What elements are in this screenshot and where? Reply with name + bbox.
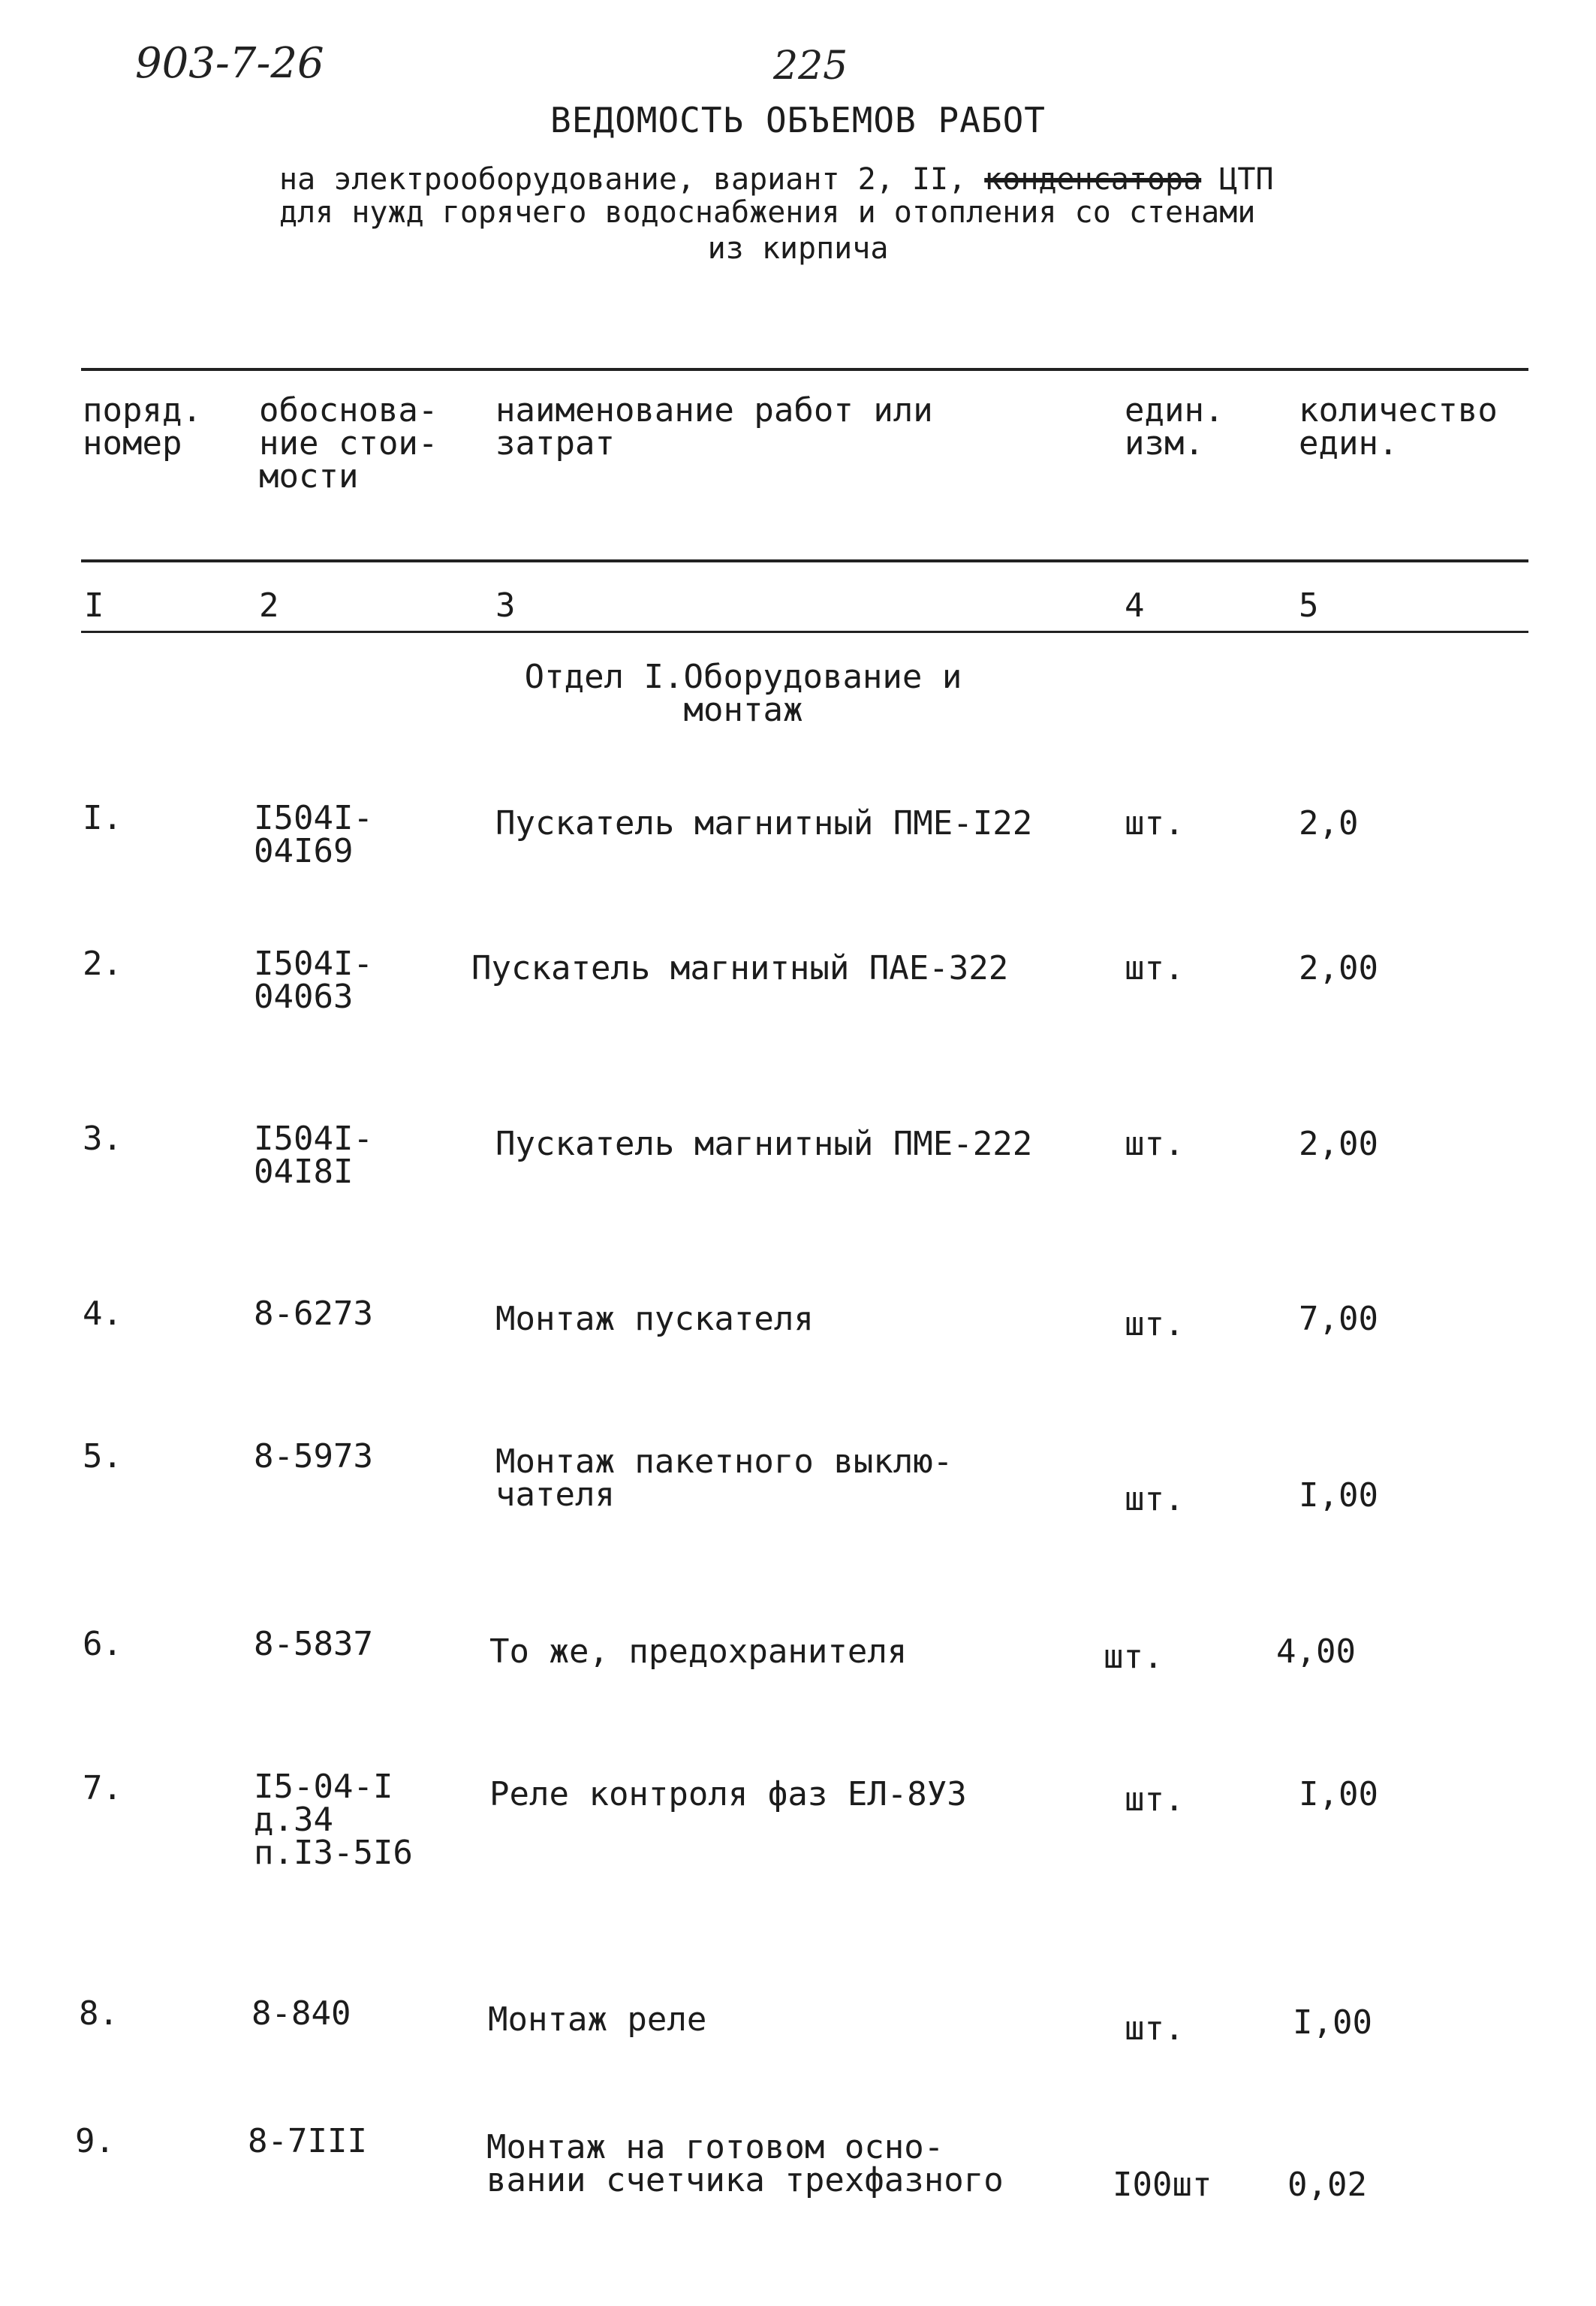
row-quantity: I,00 [1299, 1476, 1378, 1515]
row-code: 8-7III [248, 2122, 367, 2160]
row-unit: шт. [1125, 804, 1185, 843]
row-name: То же, предохранителя [489, 1632, 908, 1671]
subtitle-prefix: на электрооборудование, вариант 2, II, [279, 162, 967, 197]
row-number: 7. [83, 1769, 122, 1807]
row-unit: шт. [1125, 1480, 1185, 1518]
header-col-5: количество един. [1299, 391, 1498, 463]
column-number-4: 4 [1125, 586, 1145, 625]
row-quantity: 2,00 [1299, 949, 1378, 987]
row-unit: шт. [1125, 1125, 1185, 1163]
row-unit: шт. [1104, 1638, 1164, 1676]
row-number: 9. [75, 2122, 115, 2160]
page-number: 225 [773, 44, 848, 89]
header-bottom-rule [81, 559, 1528, 562]
row-quantity: 0,02 [1287, 2166, 1367, 2204]
header-col-1: поряд. номер [83, 391, 202, 463]
row-name: Реле контроля фаз ЕЛ-8УЗ [489, 1775, 967, 1813]
row-number: 4. [83, 1295, 122, 1333]
row-name: Монтаж пускателя [495, 1300, 814, 1338]
subtitle-line-2: для нужд горячего водоснабжения и отопления со стенами [279, 195, 1256, 230]
row-name: Монтаж реле [488, 2000, 707, 2039]
row-quantity: 2,0 [1299, 804, 1359, 843]
row-code: 8-5973 [254, 1437, 373, 1476]
row-code: I504I- 04I69 [254, 799, 373, 870]
subtitle-struck-word: конденсатора [984, 162, 1202, 197]
row-number: I. [83, 799, 122, 837]
row-unit: I00шт [1113, 2166, 1212, 2204]
row-code: I5-04-I д.34 п.I3-5I6 [254, 1768, 413, 1872]
row-quantity: I,00 [1299, 1775, 1378, 1813]
row-number: 5. [83, 1437, 122, 1476]
row-number: 6. [83, 1625, 122, 1663]
header-col-3: наименование работ или затрат [495, 391, 933, 463]
row-unit: шт. [1125, 1305, 1185, 1343]
table-top-rule [81, 368, 1528, 371]
document-code: 903-7-26 [135, 39, 324, 88]
header-col-4: един. изм. [1125, 391, 1224, 463]
row-quantity: I,00 [1293, 2003, 1372, 2042]
row-name: Пускатель магнитный ПМЕ-I22 [495, 804, 1033, 843]
row-number: 3. [83, 1120, 122, 1158]
row-number: 2. [83, 945, 122, 983]
column-number-3: 3 [495, 586, 516, 625]
row-quantity: 2,00 [1299, 1125, 1378, 1163]
row-code: I504I- 04I8I [254, 1120, 373, 1191]
row-name: Пускатель магнитный ПАЕ-322 [471, 949, 1009, 987]
row-unit: шт. [1125, 949, 1185, 987]
document-title: ВЕДОМОСТЬ ОБЪЕМОВ РАБОТ [550, 100, 1046, 140]
row-quantity: 4,00 [1276, 1632, 1356, 1671]
row-code: I504I- 04063 [254, 945, 373, 1016]
row-code: 8-6273 [254, 1295, 373, 1333]
subtitle-line-1 [279, 164, 1274, 195]
column-number-2: 2 [259, 586, 279, 625]
row-quantity: 7,00 [1299, 1300, 1378, 1338]
row-unit: шт. [1125, 2009, 1185, 2048]
column-number-5: 5 [1299, 586, 1319, 625]
section-title: Отдел I.Оборудование и монтаж [524, 658, 962, 729]
row-name: Монтаж на готовом осно- вании счетчика трехфазного [486, 2128, 1004, 2199]
row-name: Пускатель магнитный ПМЕ-222 [495, 1125, 1033, 1163]
row-unit: шт. [1125, 1780, 1185, 1819]
column-number-rule [81, 631, 1528, 633]
row-code: 8-840 [251, 1994, 351, 2033]
row-name: Монтаж пакетного выклю- чателя [495, 1442, 953, 1514]
column-number-1: I [84, 586, 104, 625]
row-code: 8-5837 [254, 1625, 373, 1663]
subtitle-suffix: ЦТП [1219, 162, 1274, 197]
header-col-2: обоснова- ние стои- мости [259, 391, 438, 496]
subtitle-line-3: из кирпича [707, 231, 889, 266]
row-number: 8. [79, 1994, 119, 2033]
